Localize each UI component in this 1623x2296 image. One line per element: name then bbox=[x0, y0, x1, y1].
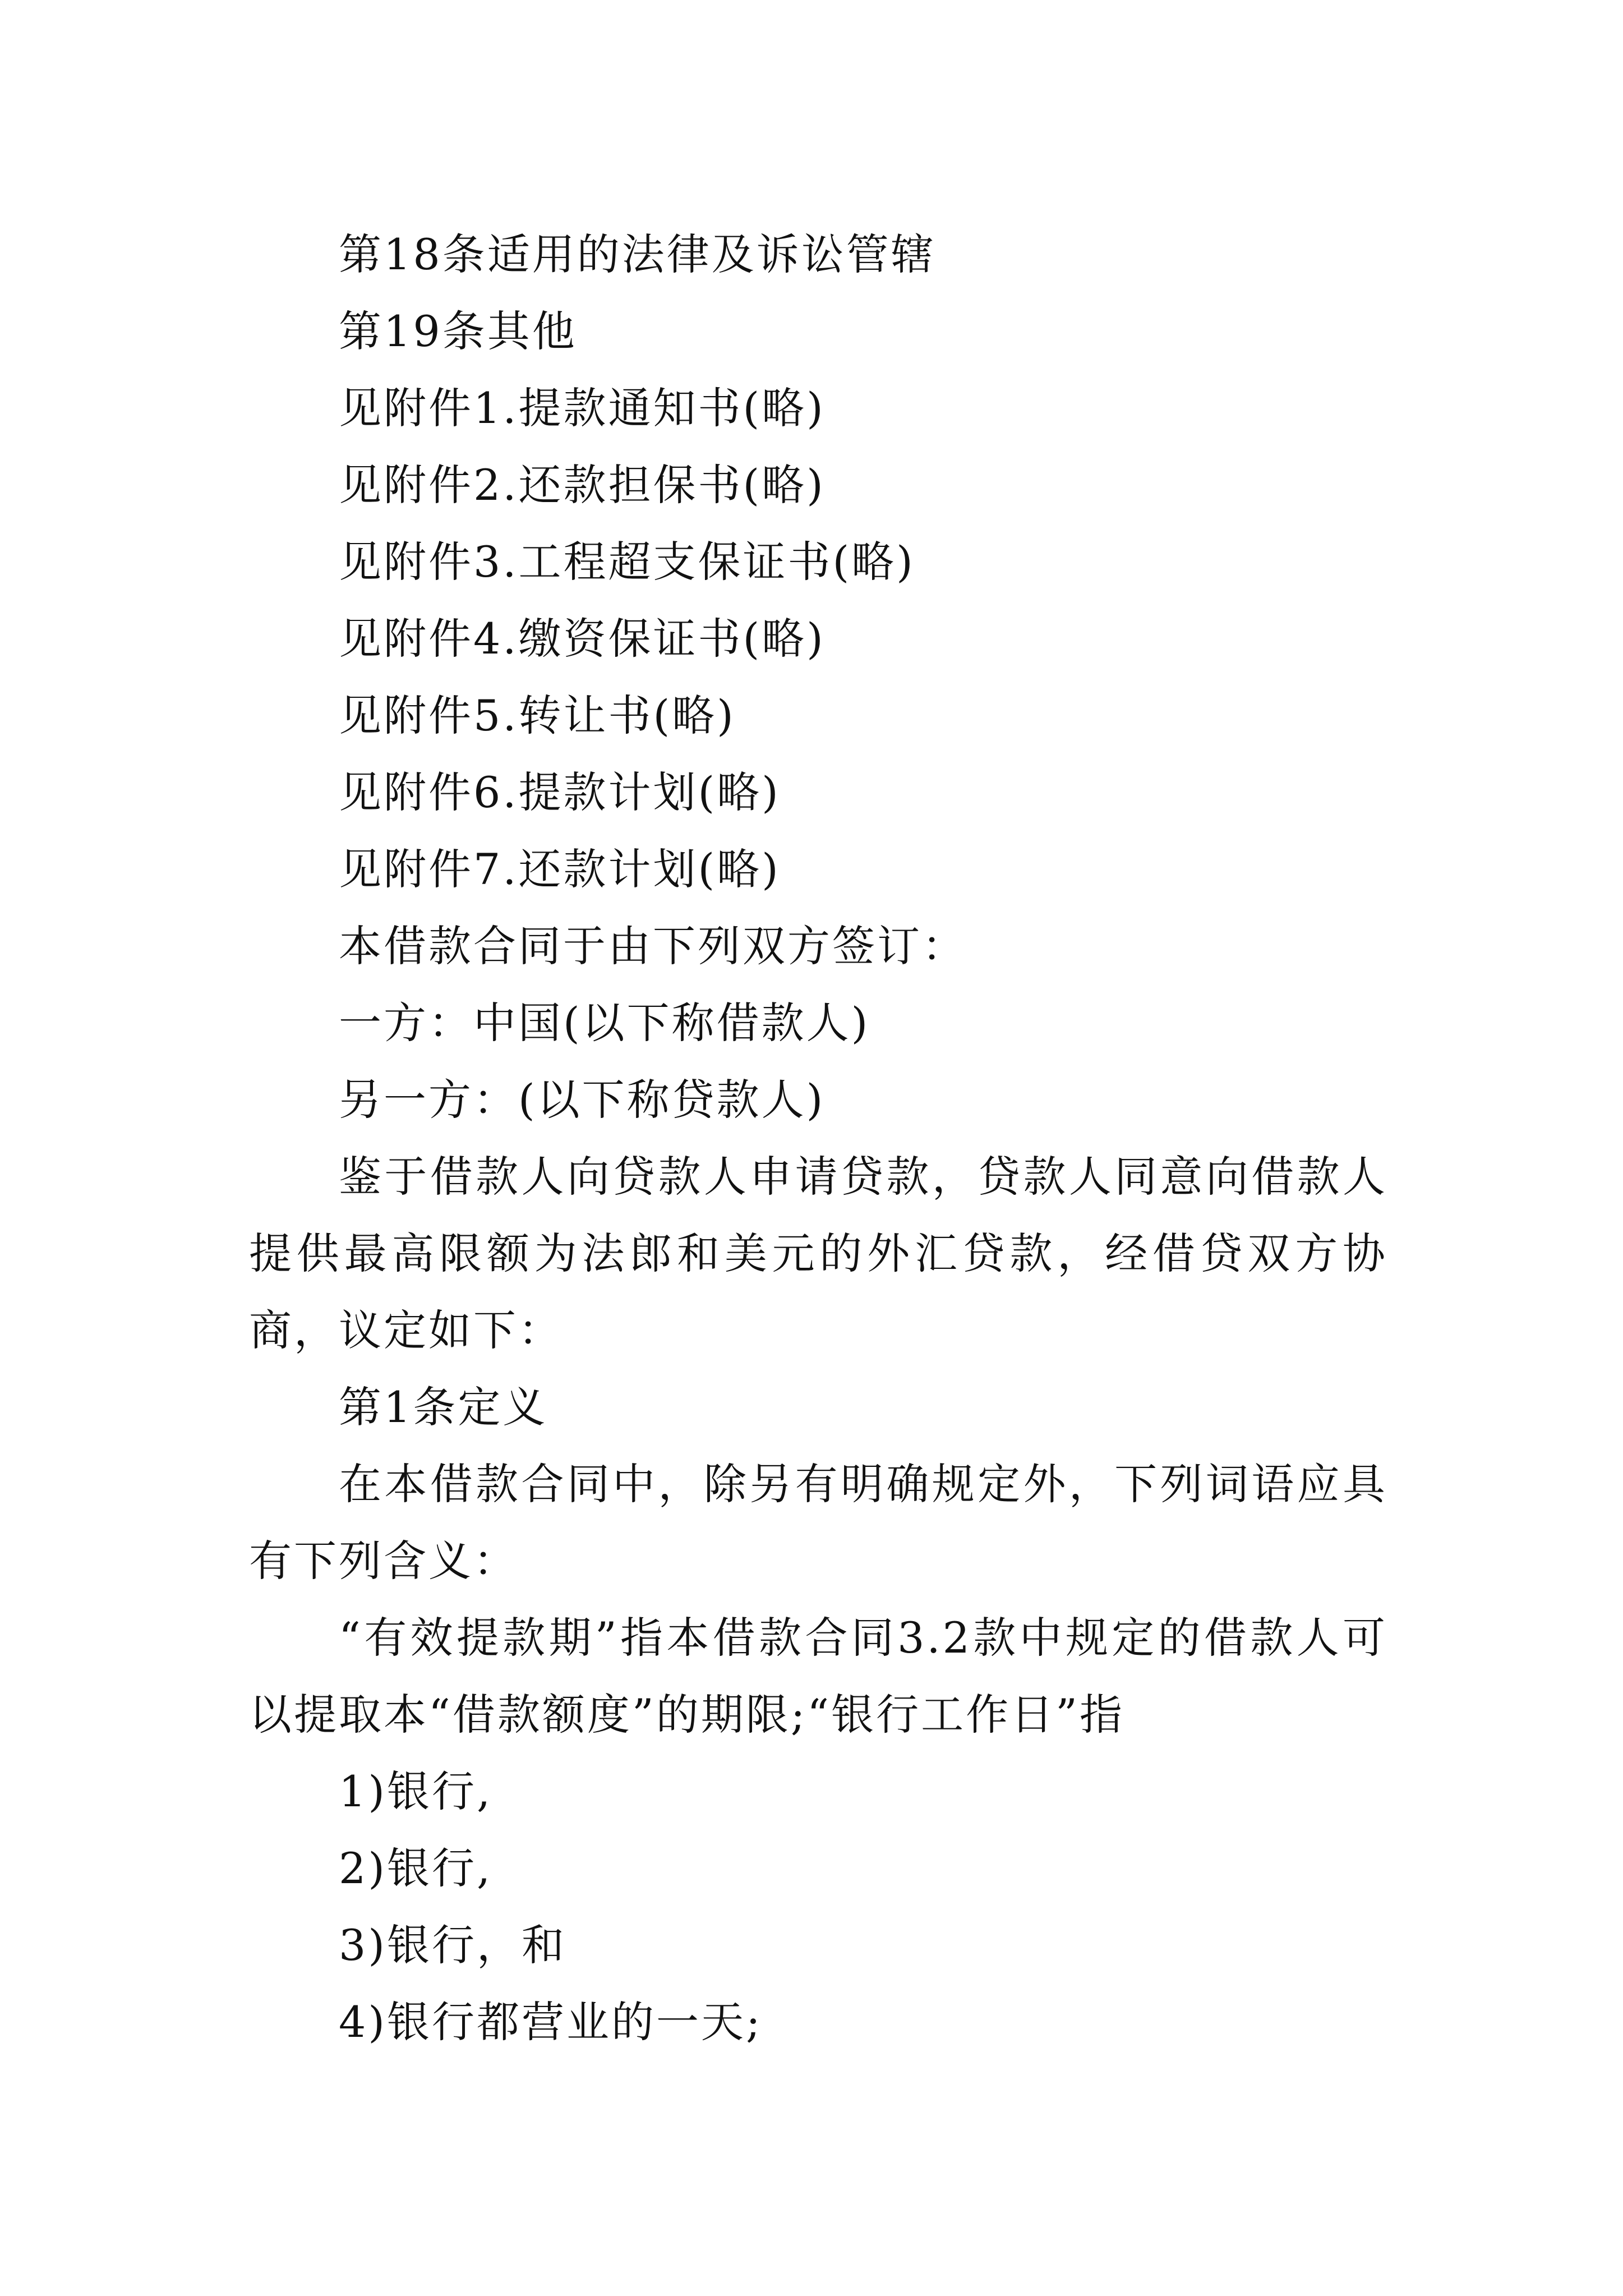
paragraph-recital: 鉴于借款人向贷款人申请贷款，贷款人同意向借款人提供最高限额为法郎和美元的外汇贷款，经借贷双方协商，议定如下： bbox=[249, 1152, 1387, 1355]
list-item-bank-2: 2)银行, bbox=[339, 1843, 493, 1893]
paragraph-annex-2: 见附件2.还款担保书(略) bbox=[339, 460, 826, 510]
paragraph-annex-7: 见附件7.还款计划(略) bbox=[339, 844, 781, 894]
paragraph-article-18: 第18条适用的法律及诉讼管辖 bbox=[339, 229, 936, 279]
paragraph-annex-4: 见附件4.缴资保证书(略) bbox=[339, 614, 826, 664]
paragraph-annex-6: 见附件6.提款计划(略) bbox=[339, 767, 781, 817]
paragraph-article-1-heading: 第1条定义 bbox=[339, 1382, 548, 1432]
list-item-bank-4: 4)银行都营业的一天; bbox=[339, 1997, 763, 2047]
paragraph-signing-parties: 本借款合同于由下列双方签订： bbox=[339, 921, 967, 971]
paragraph-definitions-intro: 在本借款合同中，除另有明确规定外，下列词语应具有下列含义： bbox=[249, 1459, 1387, 1586]
paragraph-party-borrower: 一方：中国(以下称借款人) bbox=[339, 998, 870, 1048]
paragraph-party-lender: 另一方：(以下称贷款人) bbox=[339, 1075, 826, 1125]
paragraph-annex-1: 见附件1.提款通知书(略) bbox=[339, 383, 826, 433]
paragraph-annex-3: 见附件3.工程超支保证书(略) bbox=[339, 537, 915, 587]
paragraph-annex-5: 见附件5.转让书(略) bbox=[339, 691, 736, 740]
list-item-bank-3: 3)银行，和 bbox=[339, 1920, 567, 1970]
paragraph-definition-drawdown-period: “有效提款期”指本借款合同3.2款中规定的借款人可以提取本“借款额度”的期限;“银行工作日”指 bbox=[249, 1613, 1387, 1740]
paragraph-article-19: 第19条其他 bbox=[339, 306, 577, 356]
list-item-bank-1: 1)银行, bbox=[339, 1766, 493, 1816]
document-body bbox=[249, 216, 1387, 2060]
